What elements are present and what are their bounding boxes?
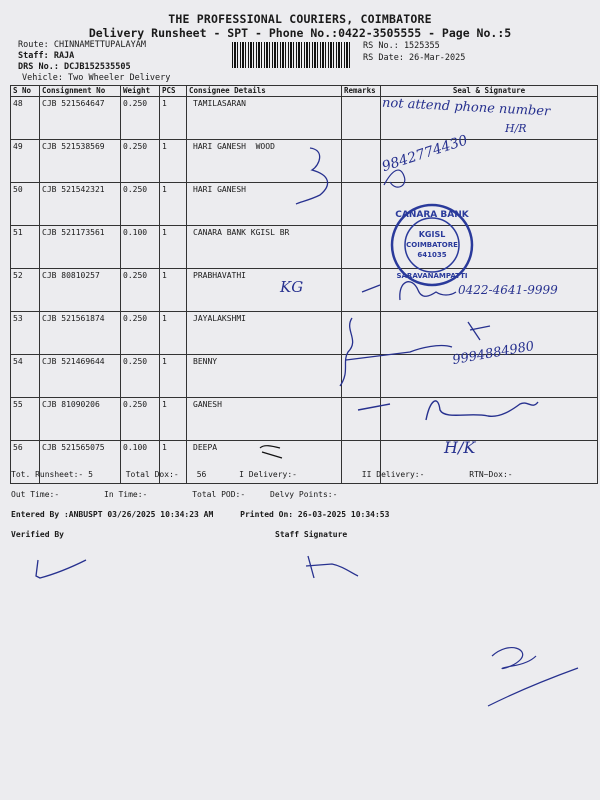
cell-remarks — [342, 269, 381, 312]
entered-by: Entered By :ANBUSPT 03/26/2025 10:34:23 AM — [11, 510, 214, 519]
total-dox-value: 56 — [196, 470, 207, 479]
out-time: Out Time:- — [11, 490, 60, 499]
cell-pcs: 1 — [160, 97, 187, 140]
runsheet-subtitle: Delivery Runsheet - SPT - Phone No.:0422-3505555 - Page No.:5 — [88, 26, 512, 40]
cell-pcs: 1 — [160, 183, 187, 226]
cell-weight: 0.250 — [121, 183, 160, 226]
cell-signature — [381, 226, 598, 269]
cell-consignee: PRABHAVATHI — [187, 269, 342, 312]
verified-signature — [36, 560, 86, 578]
cell-sno: 51 — [11, 226, 40, 269]
handwriting-row48: not attend phone number — [381, 95, 551, 120]
cell-weight: 0.250 — [121, 269, 160, 312]
cell-pcs: 1 — [160, 441, 187, 484]
cell-pcs: 1 — [160, 226, 187, 269]
cell-weight: 0.250 — [121, 312, 160, 355]
total-dox-label: Total Dox:- — [125, 470, 179, 479]
cell-pcs: 1 — [160, 269, 187, 312]
col-signature: Seal & Signature — [381, 86, 598, 97]
col-pcs: PCS — [160, 86, 187, 97]
table-header-row — [11, 86, 598, 97]
cell-remarks — [342, 355, 381, 398]
total-dox — [126, 470, 207, 479]
cell-remarks — [342, 183, 381, 226]
cell-pcs: 1 — [160, 312, 187, 355]
totals-line — [11, 470, 541, 479]
cell-consignee: JAYALAKSHMI — [187, 312, 342, 355]
cell-sno: 54 — [11, 355, 40, 398]
cell-weight: 0.100 — [121, 226, 160, 269]
page-mark — [488, 648, 578, 706]
rtn-dox: RTN~Dox:- — [469, 470, 513, 479]
col-weight: Weight — [121, 86, 160, 97]
stamp-top-text: CANARA BANK — [395, 210, 469, 220]
entered-line — [11, 510, 389, 519]
cell-consignment: CJB 521564647 — [40, 97, 121, 140]
cell-consignee: HARI GANESH — [187, 183, 342, 226]
handwriting-row50: 9842774430 — [380, 132, 470, 176]
cell-remarks — [342, 140, 381, 183]
cell-consignee: GANESH — [187, 398, 342, 441]
cell-sno: 53 — [11, 312, 40, 355]
cell-pcs: 1 — [160, 355, 187, 398]
staff-signature — [306, 556, 358, 578]
times-line — [11, 490, 377, 499]
col-remarks: Remarks — [342, 86, 381, 97]
rs-date: RS Date: 26-Mar-2025 — [363, 53, 466, 63]
cell-remarks — [342, 312, 381, 355]
cell-consignee: BENNY — [187, 355, 342, 398]
cell-pcs: 1 — [160, 140, 187, 183]
handwriting-row48b: H/R — [505, 122, 527, 135]
cell-consignment: CJB 81090206 — [40, 398, 121, 441]
table-row — [11, 355, 598, 398]
in-time: In Time:- — [104, 490, 148, 499]
vehicle: Vehicle: Two Wheeler Delivery — [22, 73, 171, 83]
cell-sno: 56 — [11, 441, 40, 484]
stamp-mid2-text: COIMBATORE — [406, 241, 458, 249]
handwriting-row56: H/K — [444, 438, 476, 457]
col-sno: S No — [11, 86, 40, 97]
cell-sno: 50 — [11, 183, 40, 226]
table-row — [11, 140, 598, 183]
cell-weight: 0.100 — [121, 441, 160, 484]
cell-consignee: TAMILASARAN — [187, 97, 342, 140]
cell-consignment: CJB 521542321 — [40, 183, 121, 226]
staff: Staff: RAJA — [18, 51, 75, 61]
col-consignee: Consignee Details — [187, 86, 342, 97]
cell-consignee: HARI GANESH WOOD — [187, 140, 342, 183]
header-left — [18, 40, 170, 84]
table-row — [11, 226, 598, 269]
delvy-points: Delvy Points:- — [270, 490, 338, 499]
cell-signature — [381, 183, 598, 226]
cell-consignment: CJB 521538569 — [40, 140, 121, 183]
i-delivery: I Delivery:- — [239, 470, 297, 479]
cell-pcs: 1 — [160, 398, 187, 441]
stamp-bottom-text: SARAVANAMPATTI — [396, 272, 468, 280]
cell-weight: 0.250 — [121, 355, 160, 398]
tot-runsheet: Tot. Runsheet:- 5 — [11, 470, 93, 479]
cell-consignment: CJB 521565075 — [40, 441, 121, 484]
cell-consignment: CJB 521561874 — [40, 312, 121, 355]
cell-signature — [381, 398, 598, 441]
total-pod: Total POD:- — [192, 490, 246, 499]
cell-remarks — [342, 97, 381, 140]
table-row — [11, 183, 598, 226]
cell-sno: 48 — [11, 97, 40, 140]
handwriting-row52b: 0422-4641-9999 — [458, 283, 558, 297]
rs-no: RS No.: 1525355 — [363, 41, 440, 51]
handwriting-row52a: KG — [280, 278, 304, 296]
cell-consignment: CJB 521173561 — [40, 226, 121, 269]
col-consignment: Consignment No — [40, 86, 121, 97]
stamp-mid1-text: KGISL — [418, 230, 446, 239]
cell-consignment: CJB 80810257 — [40, 269, 121, 312]
barcode-icon — [232, 42, 350, 68]
cell-consignee: CANARA BANK KGISL BR — [187, 226, 342, 269]
cell-sno: 49 — [11, 140, 40, 183]
cell-sno: 55 — [11, 398, 40, 441]
printed-on: Printed On: 26-03-2025 10:34:53 — [240, 510, 390, 519]
cell-remarks — [342, 226, 381, 269]
table-row — [11, 398, 598, 441]
cell-weight: 0.250 — [121, 97, 160, 140]
stamp-mid3-text: 641035 — [417, 251, 447, 259]
ii-delivery: II Delivery:- — [361, 470, 425, 479]
cell-weight: 0.250 — [121, 398, 160, 441]
cell-consignee: DEEPA — [187, 441, 342, 484]
handwriting-row54: 9994884980 — [451, 338, 536, 369]
cell-weight: 0.250 — [121, 140, 160, 183]
drs-no: DRS No.: DCJB152535505 — [18, 62, 131, 72]
route: Route: CHINNAMETTUPALAYAM — [18, 40, 146, 50]
cell-consignment: CJB 521469644 — [40, 355, 121, 398]
staff-signature-label: Staff Signature — [275, 530, 348, 539]
company-title: THE PROFESSIONAL COURIERS, COIMBATORE — [168, 12, 432, 26]
cell-sno: 52 — [11, 269, 40, 312]
header-right — [363, 40, 465, 64]
verified-by: Verified By — [11, 530, 64, 539]
cell-remarks — [342, 398, 381, 441]
